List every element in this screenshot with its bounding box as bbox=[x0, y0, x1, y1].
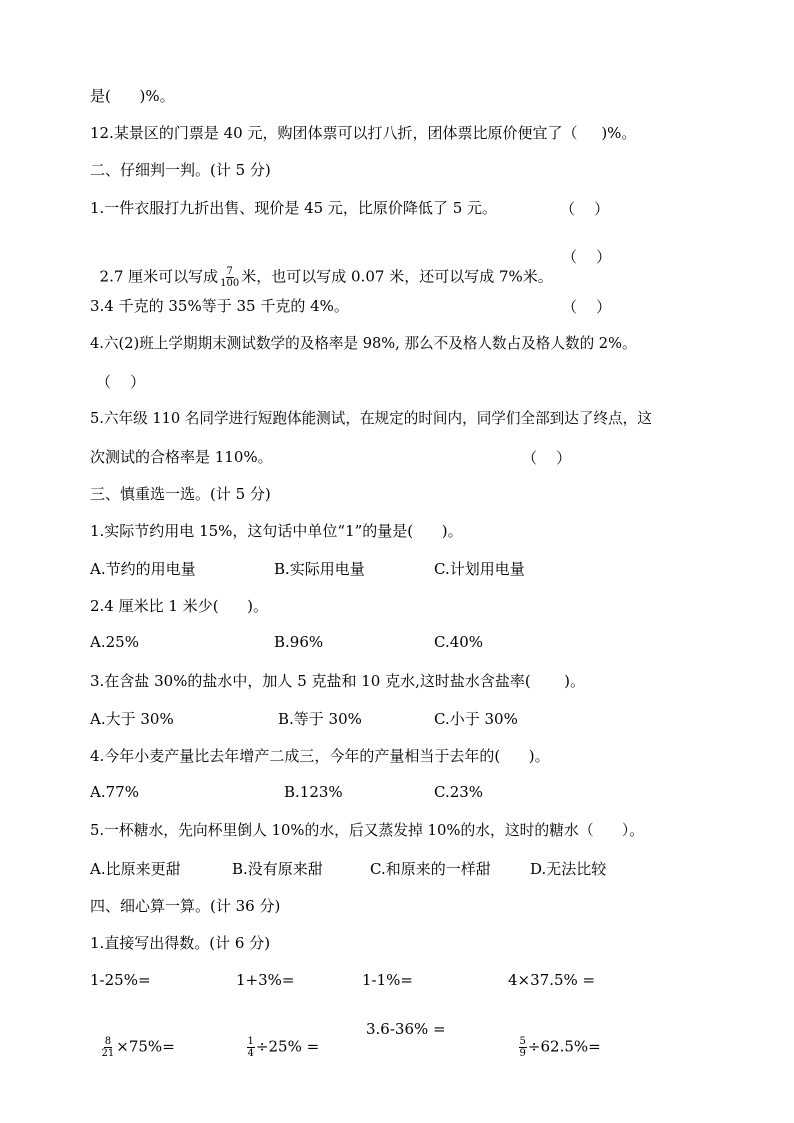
judge-5-blank: （ ） bbox=[522, 449, 572, 467]
judge-4: 4.六(2)班上学期期末测试数学的及格率是 98%, 那么不及格人数占及格人数的 2%。 bbox=[90, 335, 637, 352]
fraction-8-21 bbox=[101, 1036, 116, 1059]
choice-2-c: C.40% bbox=[434, 633, 484, 651]
section-2-heading: 二、仔细判一判。(计 5 分) bbox=[90, 161, 271, 179]
choice-2: 2.4 厘米比 1 米少( )。 bbox=[90, 597, 269, 615]
calc-r2-a-tail: ×75%= bbox=[116, 1037, 175, 1056]
calc-r2-d-tail: ÷62.5%= bbox=[527, 1037, 601, 1056]
judge-4-blank: （ ） bbox=[96, 373, 146, 391]
frac-num: 8 bbox=[104, 1036, 112, 1047]
frac-num: 1 bbox=[247, 1036, 254, 1047]
judge-2-blank: （ ） bbox=[562, 248, 612, 266]
frac-num: 5 bbox=[519, 1036, 526, 1047]
calc-r1-a: 1-25%= bbox=[90, 971, 151, 989]
choice-4-b: B.123% bbox=[284, 783, 343, 801]
judge-3: 3.4 千克的 35%等于 35 千克的 4%。 bbox=[90, 297, 349, 315]
choice-4-a: A.77% bbox=[90, 783, 139, 801]
calc-r2-c: 3.6-36% = bbox=[366, 1020, 446, 1038]
choice-5-c: C.和原来的一样甜 bbox=[370, 860, 491, 878]
choice-5-b: B.没有原来甜 bbox=[232, 860, 323, 878]
choice-1-c: C.计划用电量 bbox=[434, 560, 525, 578]
calc-r1-b: 1+3%= bbox=[236, 971, 295, 989]
judge-1-blank: （ ） bbox=[560, 200, 610, 218]
judge-5-cont: 次测试的合格率是 110%。 bbox=[90, 448, 273, 466]
choice-2-a: A.25% bbox=[90, 633, 139, 651]
frac-den: 4 bbox=[247, 1048, 254, 1059]
frac-den: 9 bbox=[519, 1048, 526, 1059]
fraction-7-100 bbox=[219, 266, 240, 289]
calc-r2-a bbox=[90, 1018, 175, 1059]
choice-4: 4.今年小麦产量比去年增产二成三，今年的产量相当于去年的( )。 bbox=[90, 747, 550, 765]
l1: 是( )%。 bbox=[90, 87, 175, 105]
choice-3-c: C.小于 30% bbox=[434, 710, 518, 728]
q12: 12.某景区的门票是 40 元，购团体票可以打八折，团体票比原价便宜了（ )%。 bbox=[90, 124, 637, 142]
frac-den: 21 bbox=[101, 1048, 115, 1059]
choice-3: 3.在含盐 30%的盐水中，加人 5 克盐和 10 克水,这时盐水含盐率( )。 bbox=[90, 672, 585, 690]
choice-1-a: A.节约的用电量 bbox=[90, 560, 196, 578]
section-4-heading: 四、细心算一算。(计 36 分) bbox=[90, 897, 281, 915]
judge-3-blank: （ ） bbox=[562, 298, 612, 316]
choice-3-a: A.大于 30% bbox=[90, 710, 174, 728]
judge-1: 1.一件衣服打九折出售、现价是 45 元，比原价降低了 5 元。 bbox=[90, 199, 498, 217]
choice-5-a: A.比原来更甜 bbox=[90, 860, 181, 878]
choice-3-b: B.等于 30% bbox=[278, 710, 362, 728]
choice-1-b: B.实际用电量 bbox=[274, 560, 365, 578]
choice-5-d: D.无法比较 bbox=[530, 860, 607, 878]
choice-4-c: C.23% bbox=[434, 783, 484, 801]
calc-r2-d bbox=[508, 1018, 601, 1059]
frac-num: 7 bbox=[226, 266, 233, 277]
choice-5: 5.一杯糖水，先向杯里倒人 10%的水，后又蒸发掉 10%的水，这时的糖水（ ）。 bbox=[90, 822, 645, 839]
frac-den: 100 bbox=[220, 278, 240, 289]
fraction-5-9 bbox=[519, 1036, 527, 1059]
calc-r1-c: 1-1%= bbox=[362, 971, 413, 989]
judge-2-text-b: 米，也可以写成 0.07 米，还可以写成 7%米。 bbox=[241, 267, 553, 286]
calc-r1-d: 4×37.5% = bbox=[508, 971, 596, 989]
choice-1: 1.实际节约用电 15%，这句话中单位“1”的量是( )。 bbox=[90, 522, 463, 540]
judge-2 bbox=[90, 246, 553, 289]
calc-r2-b bbox=[236, 1018, 319, 1059]
calc-r2-b-tail: ÷25% = bbox=[255, 1037, 320, 1056]
fraction-1-4 bbox=[247, 1036, 255, 1059]
judge-2-text-a: 2.7 厘米可以写成 bbox=[99, 267, 219, 286]
choice-2-b: B.96% bbox=[274, 633, 324, 651]
calc-1-heading: 1.直接写出得数。(计 6 分) bbox=[90, 934, 271, 952]
section-3-heading: 三、慎重选一选。(计 5 分) bbox=[90, 485, 271, 503]
judge-5: 5.六年级 110 名同学进行短跑体能测试，在规定的时间内，同学们全部到达了终点，这 bbox=[90, 410, 652, 427]
